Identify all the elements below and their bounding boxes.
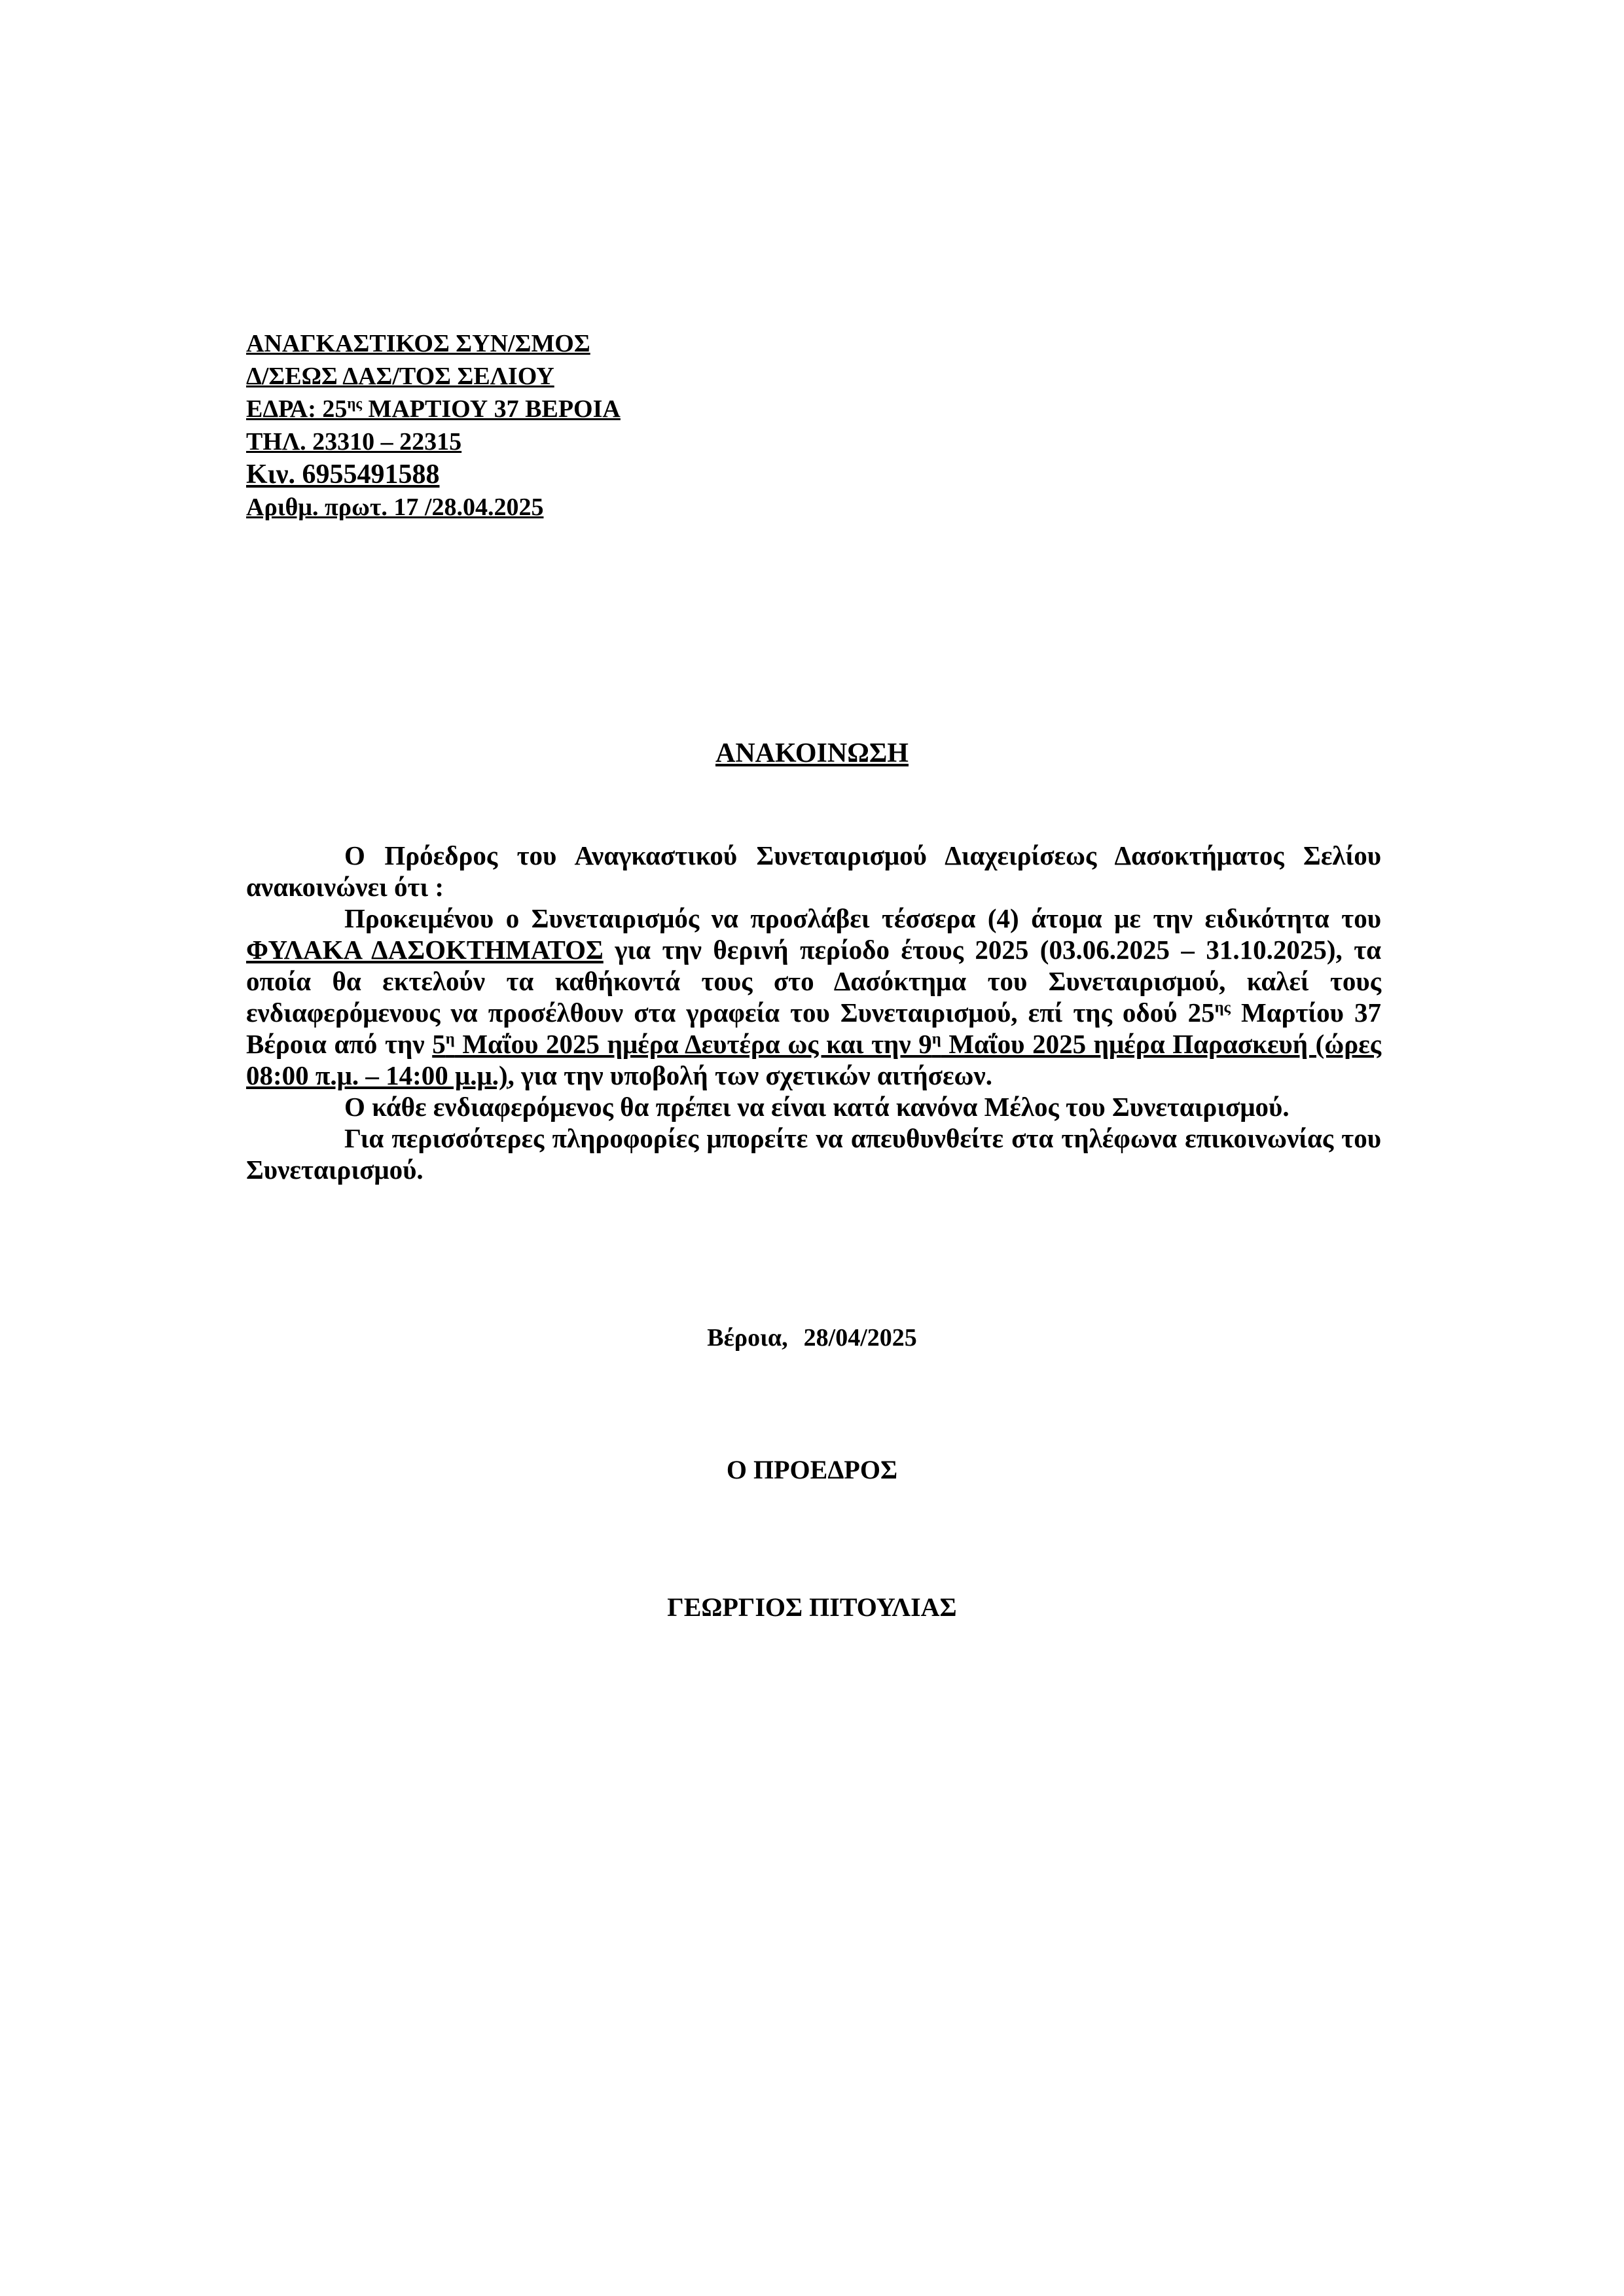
document-title: ΑΝΑΚΟΙΝΩΣΗ bbox=[715, 738, 909, 768]
date: 28/04/2025 bbox=[803, 1324, 917, 1352]
signer-name: ΓΕΩΡΓΙΟΣ ΠΙΤΟΥΛΙΑΣ bbox=[667, 1592, 957, 1622]
paragraph-announcement: Προκειμένου ο Συνεταιρισμός να προσλάβει τέσσερα (4) άτομα με την ειδικότητα του ΦΥΛΑΚΑ ΔΑΣΟΚΤΗΜΑΤΟΣ για την θερινή περίοδο έτους 2025 (03.06.2025 – 31.10.2025), τα οποία θα εκτελούν τα καθήκοντά τους στο Δασόκτημα του Συνεταιρισμού, καλεί τους ενδιαφερόμενους να προσέλθουν στα γραφεία του Συνεταιρισμού, επί της οδού $25^{\eta\varsigma}$ Μαρτίου 37 Βέροια από την $5^\eta$ Μαΐου 2025 ημέρα Δευτέρα ως και την $9^\eta$ Μαΐου 2025 ημέρα Παρασκευή (ώρες 08:00 π.μ. – 14:00 μ.μ.), για την υποβολή των σχετικών αιτήσεων. bbox=[246, 903, 1382, 1090]
protocol-number: Αριθμ. πρωτ. 17 /28.04.2025 bbox=[246, 493, 544, 521]
paragraph-membership: Ο κάθε ενδιαφερόμενος θα πρέπει να είναι κατά κανόνα Μέλος του Συνεταιρισμού. bbox=[344, 1092, 1290, 1122]
place: Βέροια, bbox=[707, 1324, 788, 1352]
org-name: ΑΝΑΓΚΑΣΤΙΚΟΣ ΣΥΝ/ΣΜΟΣ bbox=[246, 330, 590, 357]
org-address: ΕΔΡΑ: $25^{\eta\varsigma}$ ΜΑΡΤΙΟΥ 37 ΒΕΡΟΙΑ bbox=[246, 395, 621, 423]
place-and-date bbox=[0, 1321, 1624, 1354]
position-title: ΦΥΛΑΚΑ ΔΑΣΟΚΤΗΜΑΤΟΣ bbox=[246, 935, 604, 965]
letterhead bbox=[246, 327, 621, 524]
document-body bbox=[246, 840, 1381, 1185]
paragraph-intro: Ο Πρόεδρος του Αναγκαστικού Συνεταιρισμού Διαχειρίσεως Δασοκτήματος Σελίου ανακοινώνει ότι : bbox=[246, 840, 1381, 902]
org-phone: ΤΗΛ. 23310 – 22315 bbox=[246, 428, 462, 456]
org-subname: Δ/ΣΕΩΣ ΔΑΣ/ΤΟΣ ΣΕΛΙΟΥ bbox=[246, 363, 554, 390]
org-mobile: Κιν. 6955491588 bbox=[246, 459, 440, 490]
signer-role: Ο ΠΡΟΕΔΡΟΣ bbox=[726, 1455, 898, 1484]
application-period: $5^\eta$ Μαΐου 2025 ημέρα Δευτέρα ως και την $9^\eta$ Μαΐου 2025 ημέρα Παρασκευή (ώρες 08:00 π.μ. – 14:00 μ.μ.) bbox=[246, 1029, 1382, 1090]
paragraph-contact: Για περισσότερες πληροφορίες μπορείτε να απευθυνθείτε στα τηλέφωνα επικοινωνίας του Συνεταιρισμού. bbox=[246, 1123, 1381, 1185]
